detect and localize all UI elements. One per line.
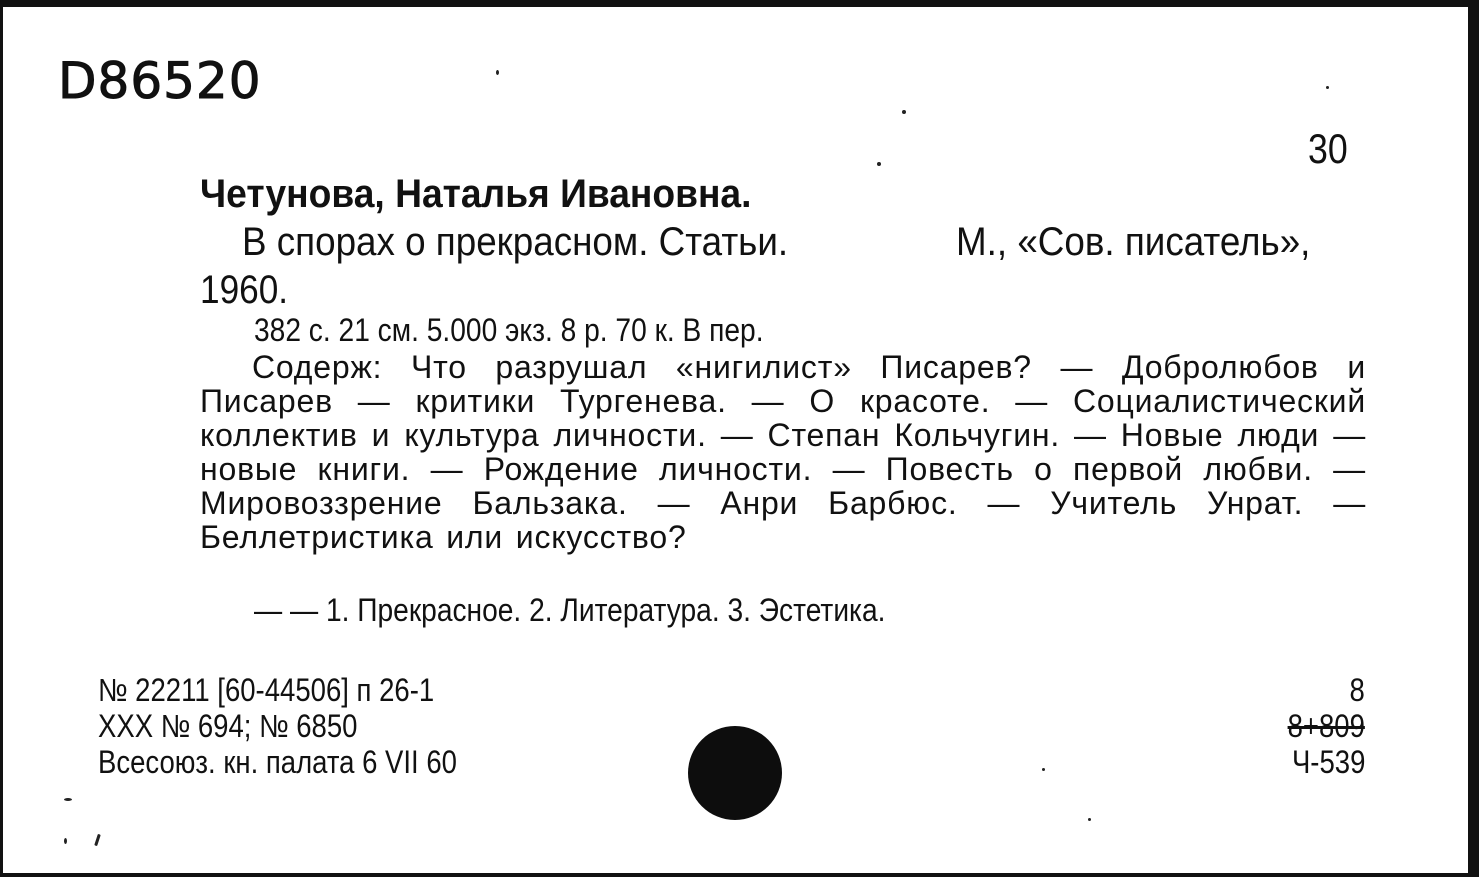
title-statement: В спорах о прекрасном. Статьи.: [242, 220, 789, 264]
speck: [64, 838, 67, 844]
punch-hole: [688, 726, 782, 820]
card-edge-top: [0, 0, 1479, 7]
registry-line-1: № 22211 [60-44506] п 26-1: [98, 672, 435, 708]
card-number: 30: [1308, 125, 1348, 172]
speck: [902, 110, 906, 114]
classification-code-2: 8+809: [1287, 708, 1365, 744]
card-edge-bottom: [0, 873, 1479, 877]
speck: [94, 834, 101, 846]
author-heading: Четунова, Наталья Ивановна.: [200, 172, 752, 216]
speck: [64, 798, 72, 801]
card-edge-right: [1468, 0, 1479, 877]
registry-line-2: XXX № 694; № 6850: [98, 708, 358, 744]
classification-code-1: 8: [1349, 672, 1365, 708]
speck: [1088, 818, 1091, 821]
contents-note: Содерж: Что разрушал «нигилист» Писарев? — Добролюбов и Писарев — критики Тургенева. — О красоте. — Социалистический коллектив и культура личности. — Степан Кольчугин. — Новые люди — новые книги. — Рождение личности. — Повесть о первой любви. — Мировоззрение Бальзака. — Анри Барбюс. — Учитель Унрат. — Беллетристика или искусство?: [200, 349, 1366, 555]
registry-line-3: Всесоюз. кн. палата 6 VII 60: [98, 744, 457, 780]
publication-year: 1960.: [200, 268, 289, 312]
classification-code-3: Ч-539: [1291, 744, 1365, 780]
publisher-statement: М., «Сов. писатель»,: [956, 220, 1311, 264]
imprint-line: 382 с. 21 см. 5.000 экз. 8 р. 70 к. В пер.: [254, 312, 764, 348]
speck: [1042, 768, 1045, 771]
speck: [496, 70, 499, 75]
handwritten-call-number: D86520: [58, 52, 262, 110]
card-edge-left: [0, 0, 3, 877]
speck: [877, 162, 881, 166]
subject-headings: — — 1. Прекрасное. 2. Литература. 3. Эстетика.: [254, 592, 886, 628]
speck: [1326, 86, 1329, 89]
